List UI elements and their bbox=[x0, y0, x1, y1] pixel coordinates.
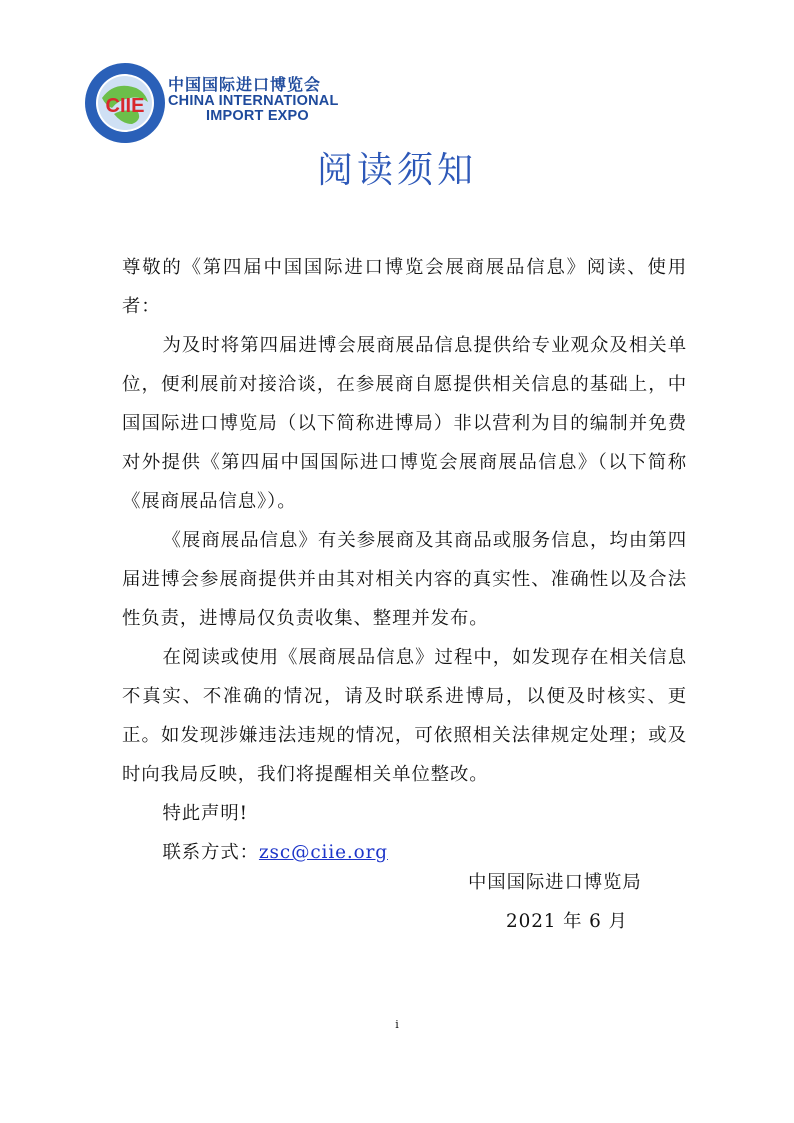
contact-line bbox=[122, 833, 687, 872]
paragraph-purpose: 为及时将第四届进博会展商展品信息提供给专业观众及相关单位，便利展前对接洽谈，在参展商自愿提供相关信息的基础上，中国国际进口博览局（以下简称进博局）非以营利为目的编制并免费对外提供《第四届中国国际进口博览会展商展品信息》（以下简称《展商展品信息》）。 bbox=[122, 335, 687, 512]
paragraph-reporting: 在阅读或使用《展商展品信息》过程中，如发现存在相关信息不真实、不准确的情况，请及时联系进博局，以便及时核实、更正。如发现涉嫌违法违规的情况，可依照相关法律规定处理；或及时向我局反映，我们将提醒相关单位整改。 bbox=[122, 647, 687, 785]
logo-emblem-text: CIIE bbox=[105, 95, 145, 117]
logo-org-cn: 中国国际进口博览会 bbox=[168, 75, 322, 94]
logo-org-en-line1: CHINA INTERNATIONAL bbox=[168, 93, 339, 109]
closing-statement: 特此声明! bbox=[162, 803, 248, 824]
page-number: i bbox=[395, 1018, 399, 1031]
ciie-logo-emblem bbox=[84, 62, 166, 144]
logo-wordmark bbox=[168, 76, 339, 124]
paragraph-responsibility: 《展商展品信息》有关参展商及其商品或服务信息，均由第四届进博会参展商提供并由其对相关内容的真实性、准确性以及合法性负责，进博局仅负责收集、整理并发布。 bbox=[122, 530, 687, 629]
signature-date: 2021 年 6 月 bbox=[506, 911, 628, 932]
contact-email-link[interactable]: zsc@ciie.org bbox=[258, 842, 388, 863]
signature-org: 中国国际进口博览局 bbox=[468, 872, 642, 893]
contact-label: 联系方式： bbox=[162, 842, 259, 863]
salutation: 尊敬的《第四届中国国际进口博览会展商展品信息》阅读、使用者： bbox=[122, 257, 687, 317]
notice-body bbox=[122, 248, 687, 872]
logo-org-en-line2: IMPORT EXPO bbox=[206, 108, 309, 124]
page-title: 阅读须知 bbox=[316, 150, 477, 191]
